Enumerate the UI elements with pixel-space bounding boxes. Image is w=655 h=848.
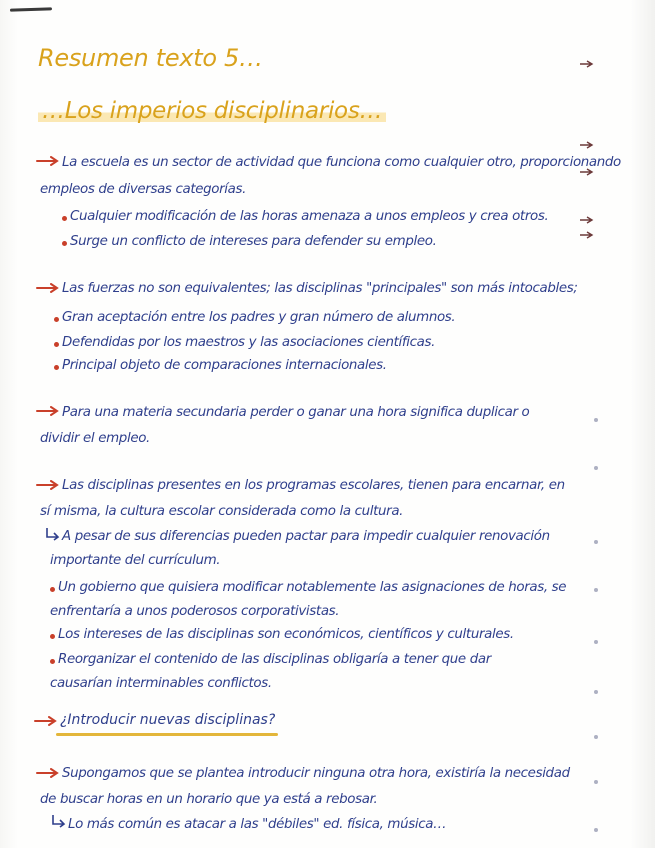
- margin-dot: [594, 466, 598, 470]
- margin-dot: [594, 690, 598, 694]
- bullet-dot: [50, 634, 55, 639]
- bullet-dot: [54, 317, 59, 322]
- s2-bullet-3: Principal objeto de comparaciones internacionales.: [62, 358, 387, 373]
- bullet-dot: [54, 342, 59, 347]
- s1-bullet-2: Surge un conflicto de intereses para defender su empleo.: [70, 234, 437, 249]
- margin-dot: [594, 828, 598, 832]
- pencil-mark: [10, 7, 52, 11]
- margin-dot: [594, 780, 598, 784]
- margin-arrow-icon: [580, 141, 594, 149]
- margin-dot: [594, 540, 598, 544]
- margin-dot: [594, 735, 598, 739]
- sub-arrow-icon: [44, 527, 60, 541]
- s2-bullet-1: Gran aceptación entre los padres y gran número de alumnos.: [62, 310, 456, 325]
- s3-line2: dividir el empleo.: [40, 431, 150, 446]
- sub-arrow-icon: [50, 814, 66, 828]
- margin-arrow-icon: [580, 216, 594, 224]
- question-underline: [56, 733, 278, 736]
- s1-line1: La escuela es un sector de actividad que funciona como cualquier otro, proporcionando: [62, 155, 621, 170]
- arrow-right-icon: [34, 716, 58, 726]
- s1-line2: empleos de diversas categorías.: [40, 182, 247, 197]
- s5-sub-line1: Lo más común es atacar a las "débiles" ed. física, música…: [68, 817, 447, 832]
- subtitle-text: …Los imperios disciplinarios…: [38, 98, 386, 124]
- arrow-right-icon: [36, 480, 60, 490]
- s4-sub-line2: importante del currículum.: [50, 553, 221, 568]
- bullet-dot: [50, 587, 55, 592]
- margin-arrow-icon: [580, 60, 594, 68]
- bullet-dot: [62, 216, 67, 221]
- margin-dot: [594, 418, 598, 422]
- s4-line2: sí misma, la cultura escolar considerada como la cultura.: [40, 504, 404, 519]
- margin-arrow-icon: [580, 231, 594, 239]
- arrow-right-icon: [36, 768, 60, 778]
- s4-bullet-1b: enfrentaría a unos poderosos corporativistas.: [50, 604, 340, 619]
- s1-bullet-1: Cualquier modificación de las horas amenaza a unos empleos y crea otros.: [70, 209, 549, 224]
- s2-bullet-2: Defendidas por los maestros y las asociaciones científicas.: [62, 335, 435, 350]
- s2-line1: Las fuerzas no son equivalentes; las disciplinas "principales" son más intocables;: [62, 281, 578, 296]
- bullet-dot: [50, 659, 55, 664]
- s4-bullet-3a: Reorganizar el contenido de las disciplinas obligaría a tener que dar: [58, 652, 491, 667]
- s4-line1: Las disciplinas presentes en los programas escolares, tienen para encarnar, en: [62, 478, 565, 493]
- page-title: Resumen texto 5…: [38, 44, 263, 72]
- bullet-dot: [62, 241, 67, 246]
- arrow-right-icon: [36, 283, 60, 293]
- s4-bullet-2: Los intereses de las disciplinas son económicos, científicos y culturales.: [58, 627, 514, 642]
- s3-line1: Para una materia secundaria perder o ganar una hora significa duplicar o: [62, 405, 530, 420]
- s4-bullet-1a: Un gobierno que quisiera modificar notablemente las asignaciones de horas, se: [58, 580, 567, 595]
- s5-line2: de buscar horas en un horario que ya está a rebosar.: [40, 792, 378, 807]
- s5-line1: Supongamos que se plantea introducir ninguna otra hora, existiría la necesidad: [62, 766, 570, 781]
- page-subtitle: [38, 98, 386, 124]
- margin-dot: [594, 588, 598, 592]
- s4-sub-line1: A pesar de sus diferencias pueden pactar para impedir cualquier renovación: [62, 529, 550, 544]
- bullet-dot: [54, 365, 59, 370]
- arrow-right-icon: [36, 406, 60, 416]
- margin-dot: [594, 640, 598, 644]
- section-question: ¿Introducir nuevas disciplinas?: [60, 712, 276, 728]
- arrow-right-icon: [36, 156, 60, 166]
- s4-bullet-3b: causarían interminables conflictos.: [50, 676, 272, 691]
